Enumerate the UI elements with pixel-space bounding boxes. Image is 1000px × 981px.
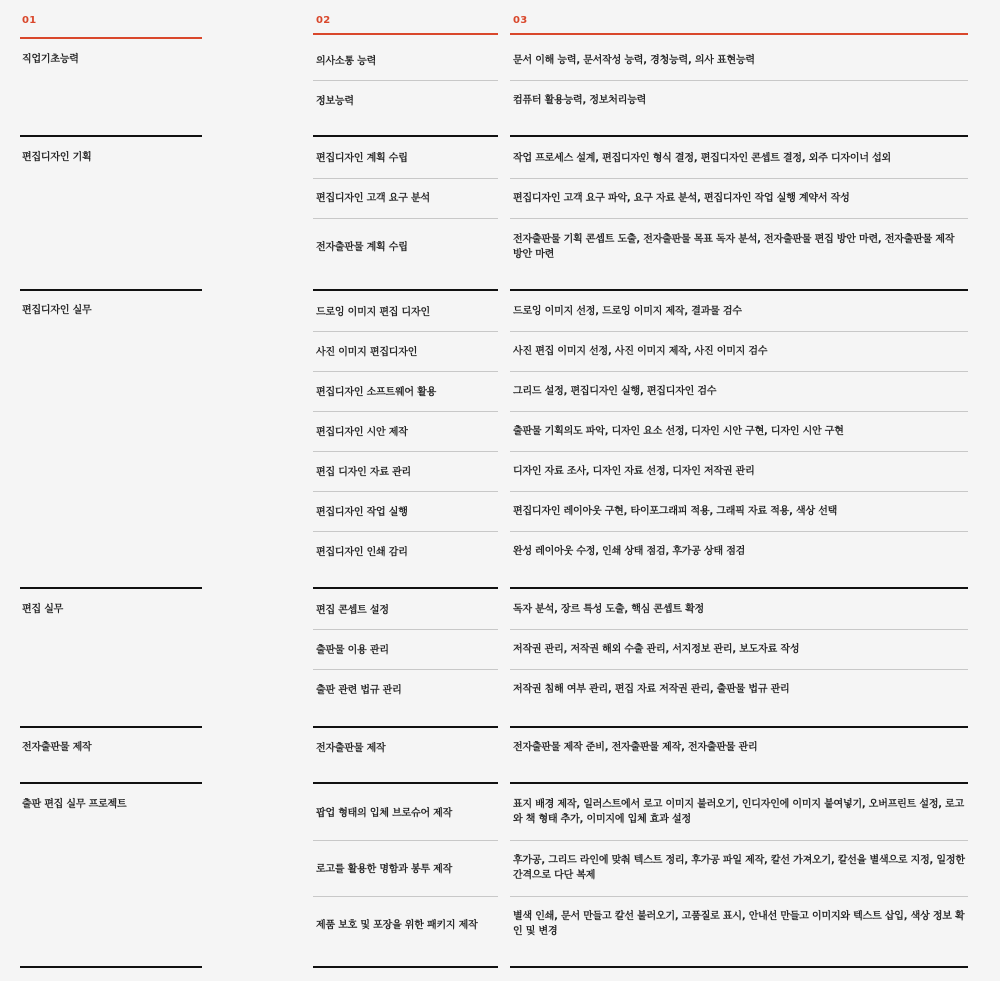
unit-label: 편집 디자인 자료 관리 — [316, 467, 411, 478]
column-header-02: 02 — [316, 15, 331, 26]
row-divider — [313, 178, 498, 179]
unit-label: 정보능력 — [316, 96, 354, 107]
category-label: 편집디자인 실무 — [22, 305, 92, 316]
row-divider — [510, 80, 968, 81]
row-divider — [313, 629, 498, 630]
group-divider — [510, 726, 968, 728]
unit-label: 로고를 활용한 명함과 봉투 제작 — [316, 864, 453, 875]
row-divider — [313, 531, 498, 532]
header-accent-line — [20, 37, 202, 39]
group-divider — [510, 135, 968, 137]
elements-text: 후가공, 그리드 라인에 맞춰 텍스트 정리, 후가공 파일 제작, 칼선 가져오기, 칼선을 별색으로 지정, 일정한 간격으로 다단 복제 — [513, 855, 965, 881]
row-divider — [510, 491, 968, 492]
column-header-01: 01 — [22, 15, 37, 26]
row-divider — [313, 331, 498, 332]
unit-label: 편집 콘셉트 설정 — [316, 605, 389, 616]
unit-label: 편집디자인 고객 요구 분석 — [316, 193, 430, 204]
row-divider — [510, 669, 968, 670]
elements-text: 독자 분석, 장르 특성 도출, 핵심 콘셉트 확정 — [513, 604, 704, 615]
group-divider — [510, 966, 968, 968]
group-divider — [313, 135, 498, 137]
row-divider — [510, 331, 968, 332]
group-divider — [20, 726, 202, 728]
group-divider — [313, 587, 498, 589]
row-divider — [313, 80, 498, 81]
group-divider — [20, 587, 202, 589]
group-divider — [20, 782, 202, 784]
elements-text: 전자출판물 기획 콘셉트 도출, 전자출판물 목표 독자 분석, 전자출판물 편집 방안 마련, 전자출판물 제작 방안 마련 — [513, 234, 955, 260]
unit-label: 편집디자인 소프트웨어 활용 — [316, 387, 437, 398]
row-divider — [510, 411, 968, 412]
unit-label: 편집디자인 계획 수립 — [316, 153, 408, 164]
unit-label: 출판물 이용 관리 — [316, 645, 389, 656]
elements-text: 별색 인쇄, 문서 만들고 칼선 불러오기, 고품질로 표시, 안내선 만들고 이미지와 텍스트 삽입, 색상 정보 확인 및 변경 — [513, 911, 965, 937]
unit-label: 편집디자인 시안 제작 — [316, 427, 408, 438]
row-divider — [313, 840, 498, 841]
elements-text: 출판물 기획의도 파악, 디자인 요소 선정, 디자인 시안 구현, 디자인 시안 구현 — [513, 426, 844, 437]
category-label: 전자출판물 제작 — [22, 742, 92, 753]
header-accent-line — [313, 33, 498, 35]
unit-label: 전자출판물 계획 수립 — [316, 242, 408, 253]
elements-text: 컴퓨터 활용능력, 정보처리능력 — [513, 95, 647, 106]
unit-label: 드로잉 이미지 편집 디자인 — [316, 307, 430, 318]
group-divider — [20, 966, 202, 968]
row-divider — [510, 218, 968, 219]
unit-label: 편집디자인 작업 실행 — [316, 507, 408, 518]
unit-label: 전자출판물 제작 — [316, 743, 386, 754]
group-divider — [313, 782, 498, 784]
unit-label: 출판 관련 법규 관리 — [316, 685, 402, 696]
row-divider — [313, 218, 498, 219]
elements-text: 완성 레이아웃 수정, 인쇄 상태 점검, 후가공 상태 점검 — [513, 546, 746, 557]
category-label: 편집 실무 — [22, 604, 64, 615]
row-divider — [313, 411, 498, 412]
category-label: 편집디자인 기획 — [22, 152, 92, 163]
elements-text: 전자출판물 제작 준비, 전자출판물 제작, 전자출판물 관리 — [513, 742, 758, 753]
elements-text: 편집디자인 고객 요구 파악, 요구 자료 분석, 편집디자인 작업 실행 계약서 작성 — [513, 193, 850, 204]
elements-text: 작업 프로세스 설계, 편집디자인 형식 결정, 편집디자인 콘셉트 결정, 외주 디자이너 섭외 — [513, 153, 891, 164]
row-divider — [510, 371, 968, 372]
elements-text: 표지 배경 제작, 일러스트에서 로고 이미지 불러오기, 인디자인에 이미지 붙여넣기, 오버프린트 설정, 로고와 책 형태 추가, 이미지에 입체 효과 설정 — [513, 799, 965, 825]
group-divider — [313, 726, 498, 728]
unit-label: 의사소통 능력 — [316, 56, 377, 67]
elements-text: 사진 편집 이미지 선정, 사진 이미지 제작, 사진 이미지 검수 — [513, 346, 768, 357]
row-divider — [313, 669, 498, 670]
group-divider — [20, 289, 202, 291]
elements-text: 그리드 설정, 편집디자인 실행, 편집디자인 검수 — [513, 386, 717, 397]
group-divider — [510, 587, 968, 589]
row-divider — [313, 371, 498, 372]
unit-label: 제품 보호 및 포장을 위한 패키지 제작 — [316, 920, 478, 931]
group-divider — [510, 289, 968, 291]
elements-text: 저작권 침해 여부 관리, 편집 자료 저작권 관리, 출판물 법규 관리 — [513, 684, 790, 695]
row-divider — [313, 896, 498, 897]
row-divider — [510, 178, 968, 179]
column-header-03: 03 — [513, 15, 528, 26]
group-divider — [313, 289, 498, 291]
elements-text: 드로잉 이미지 선정, 드로잉 이미지 제작, 결과물 검수 — [513, 306, 742, 317]
elements-text: 디자인 자료 조사, 디자인 자료 선정, 디자인 저작권 관리 — [513, 466, 755, 477]
header-accent-line — [510, 33, 968, 35]
elements-text: 저작권 관리, 저작권 해외 수출 관리, 서지정보 관리, 보도자료 작성 — [513, 644, 800, 655]
row-divider — [313, 451, 498, 452]
row-divider — [510, 840, 968, 841]
row-divider — [313, 491, 498, 492]
row-divider — [510, 896, 968, 897]
group-divider — [20, 135, 202, 137]
row-divider — [510, 629, 968, 630]
unit-label: 팝업 형태의 입체 브로슈어 제작 — [316, 808, 453, 819]
category-label: 직업기초능력 — [22, 54, 79, 65]
row-divider — [510, 531, 968, 532]
category-label: 출판 편집 실무 프로젝트 — [22, 799, 127, 810]
group-divider — [510, 782, 968, 784]
elements-text: 편집디자인 레이아웃 구현, 타이포그래피 적용, 그래픽 자료 적용, 색상 선택 — [513, 506, 838, 517]
row-divider — [510, 451, 968, 452]
unit-label: 편집디자인 인쇄 감리 — [316, 547, 408, 558]
unit-label: 사진 이미지 편집디자인 — [316, 347, 418, 358]
group-divider — [313, 966, 498, 968]
elements-text: 문서 이해 능력, 문서작성 능력, 경청능력, 의사 표현능력 — [513, 55, 755, 66]
